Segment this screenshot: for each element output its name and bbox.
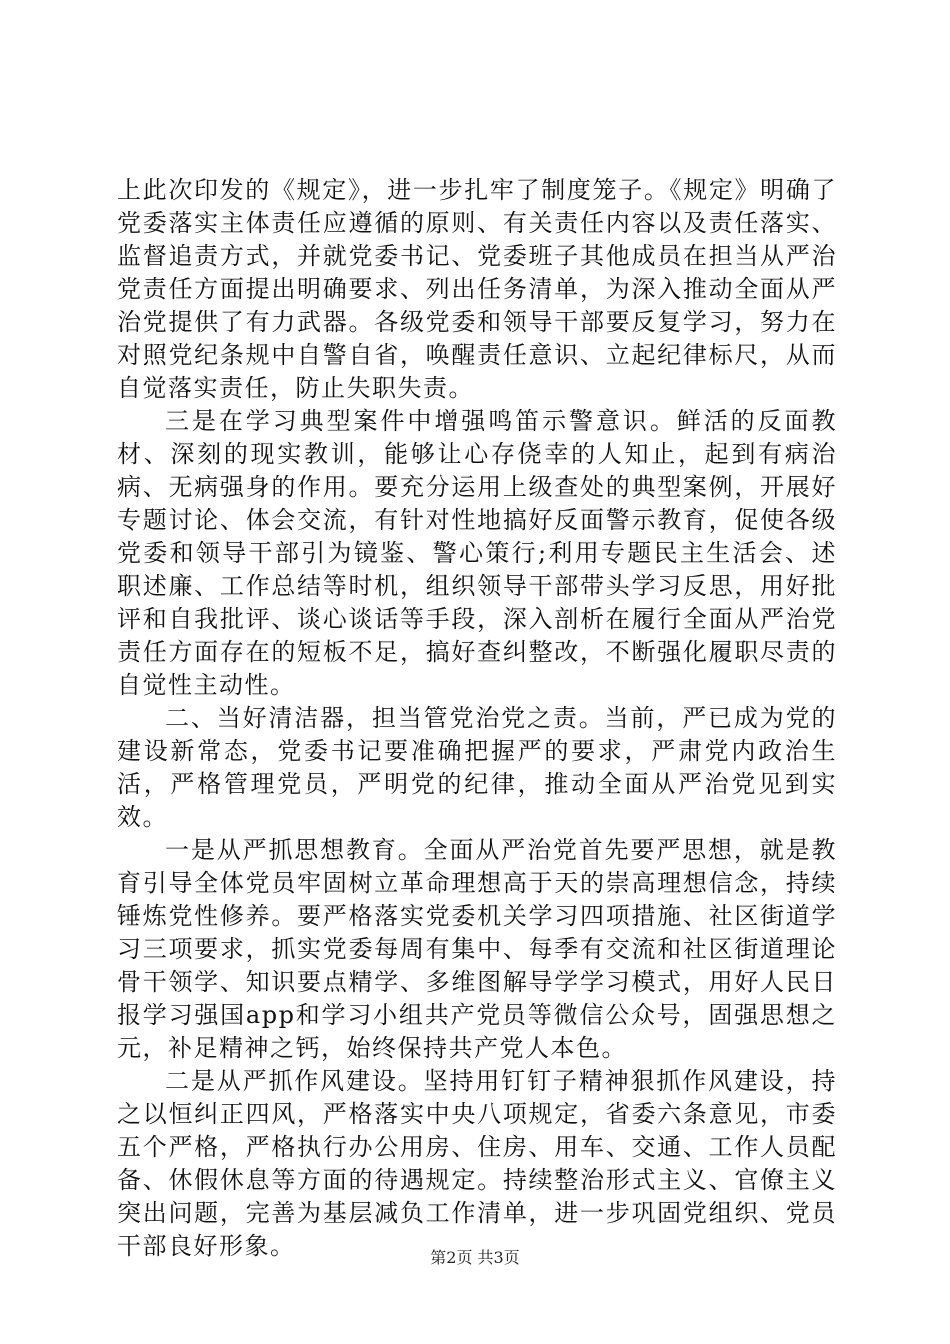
paragraph-ideological-education: 一是从严抓思想教育。全面从严治党首先要严思想，就是教育引导全体党员牢固树立革命理想高于天的崇高理想信念，持续锤炼党性修养。要严格落实党委机关学习四项措施、社区街道学习三项要求，抓实党委每周有集中、每季有交流和社区街道理论骨干领学、知识要点精学、多维图解导学学习模式，用好人民日报学习强国app和学习小组共产党员等微信公众号，固强思想之元，补足精神之钙，始终保持共产党人本色。 <box>117 836 837 1062</box>
paragraph-warning-cases: 三是在学习典型案件中增强鸣笛示警意识。鲜活的反面教材、深刻的现实教训，能够让心存侥幸的人知止，起到有病治病、无病强身的作用。要充分运用上级查处的典型案例，开展好专题讨论、体会交流，有针对性地搞好反面警示教育，促使各级党委和领导干部引为镜鉴、警心策行;利用专题民主生活会、述职述廉、工作总结等时机，组织领导干部带头学习反思，用好批评和自我批评、谈心谈话等手段，深入剖析在履行全面从严治党责任方面存在的短板不足，搞好查纠整改，不断强化履职尽责的自觉性主动性。 <box>117 407 837 699</box>
paragraph-work-style: 二是从严抓作风建设。坚持用钉钉子精神狠抓作风建设，持之以恒纠正四风，严格落实中央八项规定，省委六条意见，市委五个严格，严格执行办公用房、住房、用车、交通、工作人员配备、休假休息等方面的待遇规定。持续整治形式主义、官僚主义突出问题，完善为基层减负工作清单，进一步巩固党组织、党员干部良好形象。 <box>117 1067 837 1260</box>
page-number-footer: 第2页 共3页 <box>430 1248 520 1267</box>
paragraph-section-two-heading: 二、当好清洁器，担当管党治党之责。当前，严已成为党的建设新常态，党委书记要准确把握严的要求，严肃党内政治生活，严格管理党员，严明党的纪律，推动全面从严治党见到实效。 <box>117 704 837 831</box>
document-body <box>117 174 837 1263</box>
paragraph-continuation: 上此次印发的《规定》，进一步扎牢了制度笼子。《规定》明确了党委落实主体责任应遵循的原则、有关责任内容以及责任落实、监督追责方式，并就党委书记、党委班子其他成员在担当从严治党责任方面提出明确要求、列出任务清单，为深入推动全面从严治党提供了有力武器。各级党委和领导干部要反复学习，努力在对照党纪条规中自警自省，唤醒责任意识、立起纪律标尺，从而自觉落实责任，防止失职失责。 <box>117 176 837 402</box>
